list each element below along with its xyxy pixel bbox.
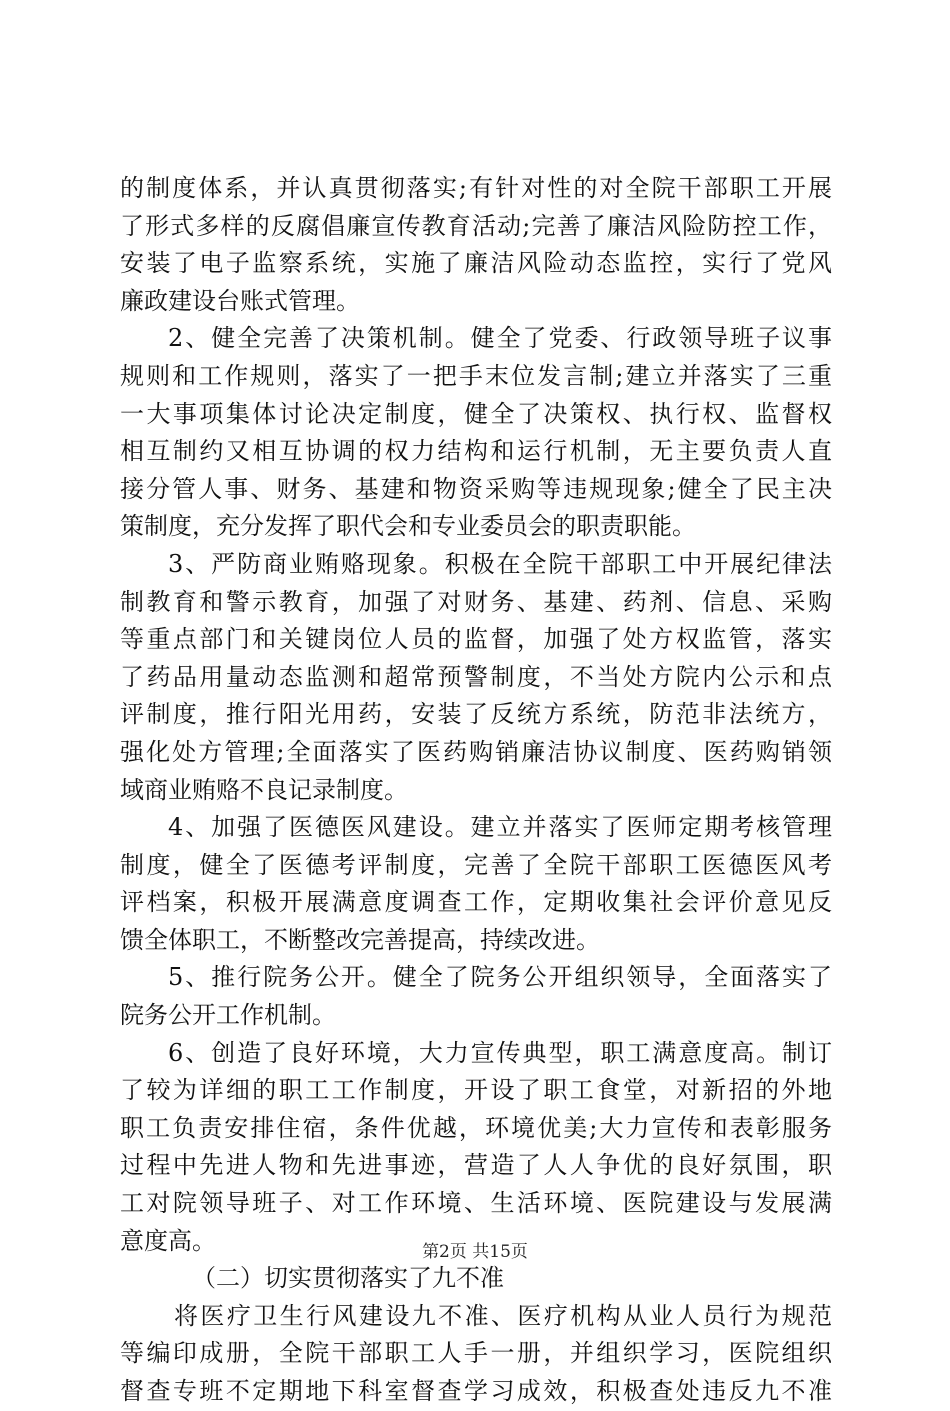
document-body [120, 170, 832, 1411]
text-line: 过程中先进人物和先进事迹，营造了人人争优的良好氛围，职 [120, 1151, 832, 1180]
text-line: 相互制约又相互协调的权力结构和运行机制，无主要负责人直 [120, 437, 832, 466]
text-line: 廉政建设台账式管理。 [120, 286, 360, 315]
text-line: 4、加强了医德医风建设。建立并落实了医师定期考核管理 [168, 813, 832, 842]
text-line: 院务公开工作机制。 [120, 1001, 336, 1030]
text-line: 的制度体系，并认真贯彻落实;有针对性的对全院干部职工开展 [120, 174, 832, 202]
text-line: 督查专班不定期地下科室督查学习成效，积极查处违反九不准 [120, 1377, 832, 1405]
text-line: 评档案，积极开展满意度调查工作，定期收集社会评价意见反 [120, 888, 832, 917]
text-line: 意度高。 [120, 1226, 216, 1255]
text-line: 规则和工作规则，落实了一把手末位发言制;建立并落实了三重 [120, 361, 832, 390]
text-line: 等重点部门和关键岗位人员的监督，加强了处方权监管，落实 [120, 625, 832, 654]
text-line: （二）切实贯彻落实了九不准 [192, 1264, 504, 1293]
text-line: 3、严防商业贿赂现象。积极在全院干部职工中开展纪律法 [168, 549, 832, 578]
text-line: 安装了电子监察系统，实施了廉洁风险动态监控，实行了党风 [120, 249, 832, 278]
text-line: 强化处方管理;全面落实了医药购销廉洁协议制度、医药购销领 [120, 737, 832, 766]
text-line: 馈全体职工，不断整改完善提高，持续改进。 [120, 925, 600, 954]
text-line: 了形式多样的反腐倡廉宣传教育活动;完善了廉洁风险防控工作， [120, 211, 832, 240]
text-line: 域商业贿赂不良记录制度。 [120, 775, 408, 804]
text-line: 将医疗卫生行风建设九不准、医疗机构从业人员行为规范 [174, 1301, 832, 1330]
text-line: 一大事项集体讨论决定制度，健全了决策权、执行权、监督权 [120, 399, 832, 428]
text-line: 2、健全完善了决策机制。健全了党委、行政领导班子议事 [168, 324, 832, 353]
text-line: 评制度，推行阳光用药，安装了反统方系统，防范非法统方， [120, 700, 832, 729]
text-line: 6、创造了良好环境，大力宣传典型，职工满意度高。制订 [168, 1038, 832, 1067]
text-line: 职工负责安排住宿，条件优越，环境优美;大力宣传和表彰服务 [120, 1113, 832, 1142]
text-line: 5、推行院务公开。健全了院务公开组织领导，全面落实了 [168, 963, 832, 992]
text-line: 制教育和警示教育，加强了对财务、基建、药剂、信息、采购 [120, 587, 832, 616]
text-line: 策制度，充分发挥了职代会和专业委员会的职责职能。 [120, 512, 696, 541]
text-line: 了药品用量动态监测和超常预警制度，不当处方院内公示和点 [120, 662, 832, 691]
text-line: 接分管人事、财务、基建和物资采购等违规现象;健全了民主决 [120, 474, 832, 503]
text-line: 了较为详细的职工工作制度，开设了职工食堂，对新招的外地 [120, 1076, 832, 1105]
text-line: 制度，健全了医德考评制度，完善了全院干部职工医德医风考 [120, 850, 832, 879]
text-line: 工对院领导班子、对工作环境、生活环境、医院建设与发展满 [120, 1189, 832, 1218]
text-line: 等编印成册，全院干部职工人手一册，并组织学习，医院组织 [120, 1339, 832, 1368]
page-footer: 第2页 共15页 [422, 1242, 528, 1262]
